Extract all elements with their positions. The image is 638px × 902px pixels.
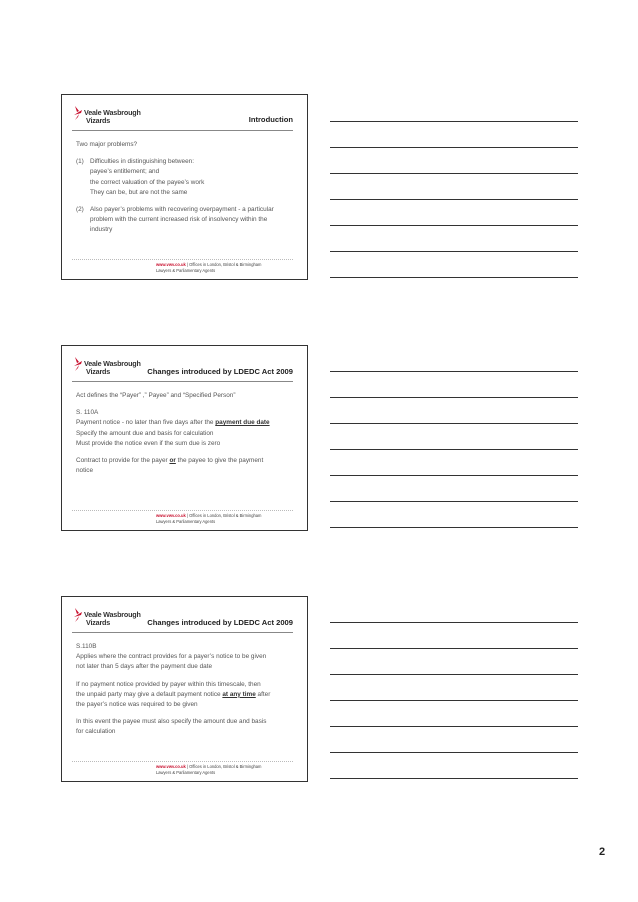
footer-tagline: Lawyers & Parliamentary Agents: [156, 769, 216, 775]
section-heading: S.110B: [76, 643, 97, 650]
note-line: [330, 475, 578, 476]
footer-offices: Offices in London, Bristol & Birmingham: [189, 513, 262, 518]
body-line: Must provide the notice even if the sum due is zero: [76, 439, 221, 447]
slide-body: [76, 391, 297, 476]
slide-body: [76, 642, 297, 738]
footer-divider: [72, 510, 293, 511]
section-heading: S. 110A: [76, 409, 99, 417]
footer-divider: [72, 259, 293, 260]
emphasis-text: at any time: [222, 690, 256, 698]
note-line: [330, 121, 578, 122]
footer-tagline: Lawyers & Parliamentary Agents: [156, 267, 216, 273]
body-line: Two major problems?: [76, 141, 138, 148]
body-line: Payment notice - no later than five days after the payment due date: [76, 419, 270, 427]
body-line: Act defines the “Payer” ,” Payee” and “Specified Person”: [76, 392, 236, 399]
body-line: payee’s entitlement; and: [90, 168, 160, 176]
body-line: problem with the current increased risk of insolvency within the: [90, 216, 268, 224]
body-line: the correct valuation of the payee’s work: [90, 178, 205, 186]
body-line: notice: [76, 467, 94, 475]
body-line: the payer’s notice was required to be given: [76, 701, 198, 709]
logo-text-line2: Vizards: [86, 618, 111, 627]
body-line: Specify the amount due and basis for calculation: [76, 429, 214, 437]
list-item-1: (1) Difficulties in distinguishing between:: [76, 158, 194, 166]
title-divider: [72, 632, 293, 633]
footer-url: www.vwv.co.uk: [156, 764, 186, 769]
body-line: the unpaid party may give a default payment notice at any time after: [76, 690, 271, 698]
slide-footer: www.vwv.co.uk | Offices in London, Bristol & Birmingham Lawyers & Parliamentary Agents: [156, 262, 262, 273]
page-number: 2: [599, 846, 606, 858]
list-item-2: (2) Also payer’s problems with recovering overpayment - a particular: [76, 206, 274, 214]
body-line: They can be, but are not the same: [90, 188, 188, 196]
slide-footer: www.vwv.co.uk | Offices in London, Bristol & Birmingham Lawyers & Parliamentary Agents: [156, 764, 262, 775]
body-line: industry: [90, 226, 113, 234]
logo-text-line1: Veale Wasbrough: [84, 359, 141, 368]
body-line: for calculation: [76, 728, 116, 736]
slide-changes-s110a: [61, 345, 308, 531]
footer-divider: [72, 761, 293, 762]
slide-title: Introduction: [248, 115, 293, 124]
vwv-logo: [73, 605, 153, 625]
body-line: Applies where the contract provides for a payer’s notice to be given: [76, 653, 267, 661]
slide-changes-s110b: [61, 596, 308, 782]
title-divider: [72, 130, 293, 131]
note-line: [330, 397, 578, 398]
footer-url: www.vwv.co.uk: [156, 513, 186, 518]
note-line: [330, 173, 578, 174]
body-line: not later than 5 days after the payment due date: [76, 663, 213, 671]
note-line: [330, 147, 578, 148]
vwv-logo: [73, 103, 153, 123]
note-line: [330, 371, 578, 372]
body-line: In this event the payee must also specify the amount due and basis: [76, 718, 267, 726]
note-line: [330, 449, 578, 450]
emphasis-text: or: [169, 457, 176, 465]
note-line: [330, 501, 578, 502]
slide-title: Changes introduced by LDEDC Act 2009: [147, 367, 293, 376]
footer-url: www.vwv.co.uk: [156, 262, 186, 267]
note-line: [330, 277, 578, 278]
slide-footer: www.vwv.co.uk | Offices in London, Bristol & Birmingham Lawyers & Parliamentary Agents: [156, 513, 262, 524]
note-line: [330, 527, 578, 528]
vwv-logo: [73, 354, 153, 374]
note-line: [330, 622, 578, 623]
footer-offices: Offices in London, Bristol & Birmingham: [189, 764, 262, 769]
logo-text-line1: Veale Wasbrough: [84, 108, 141, 117]
note-line: [330, 752, 578, 753]
logo-text-line1: Veale Wasbrough: [84, 610, 141, 619]
note-line: [330, 423, 578, 424]
title-divider: [72, 381, 293, 382]
logo-text-line2: Vizards: [86, 367, 111, 376]
slide-title: Changes introduced by LDEDC Act 2009: [147, 618, 293, 627]
note-line: [330, 700, 578, 701]
note-line: [330, 199, 578, 200]
note-line: [330, 648, 578, 649]
note-line: [330, 778, 578, 779]
footer-tagline: Lawyers & Parliamentary Agents: [156, 518, 216, 524]
emphasis-text: payment due date: [215, 419, 270, 427]
slide-introduction: [61, 94, 308, 280]
body-line: Contract to provide for the payer or the payee to give the payment: [76, 457, 264, 465]
note-line: [330, 674, 578, 675]
note-line: [330, 225, 578, 226]
body-line: If no payment notice provided by payer within this timescale, then: [76, 680, 261, 688]
slide-body: [76, 140, 297, 236]
footer-offices: Offices in London, Bristol & Birmingham: [189, 262, 262, 267]
note-line: [330, 251, 578, 252]
note-line: [330, 726, 578, 727]
logo-text-line2: Vizards: [86, 116, 111, 125]
